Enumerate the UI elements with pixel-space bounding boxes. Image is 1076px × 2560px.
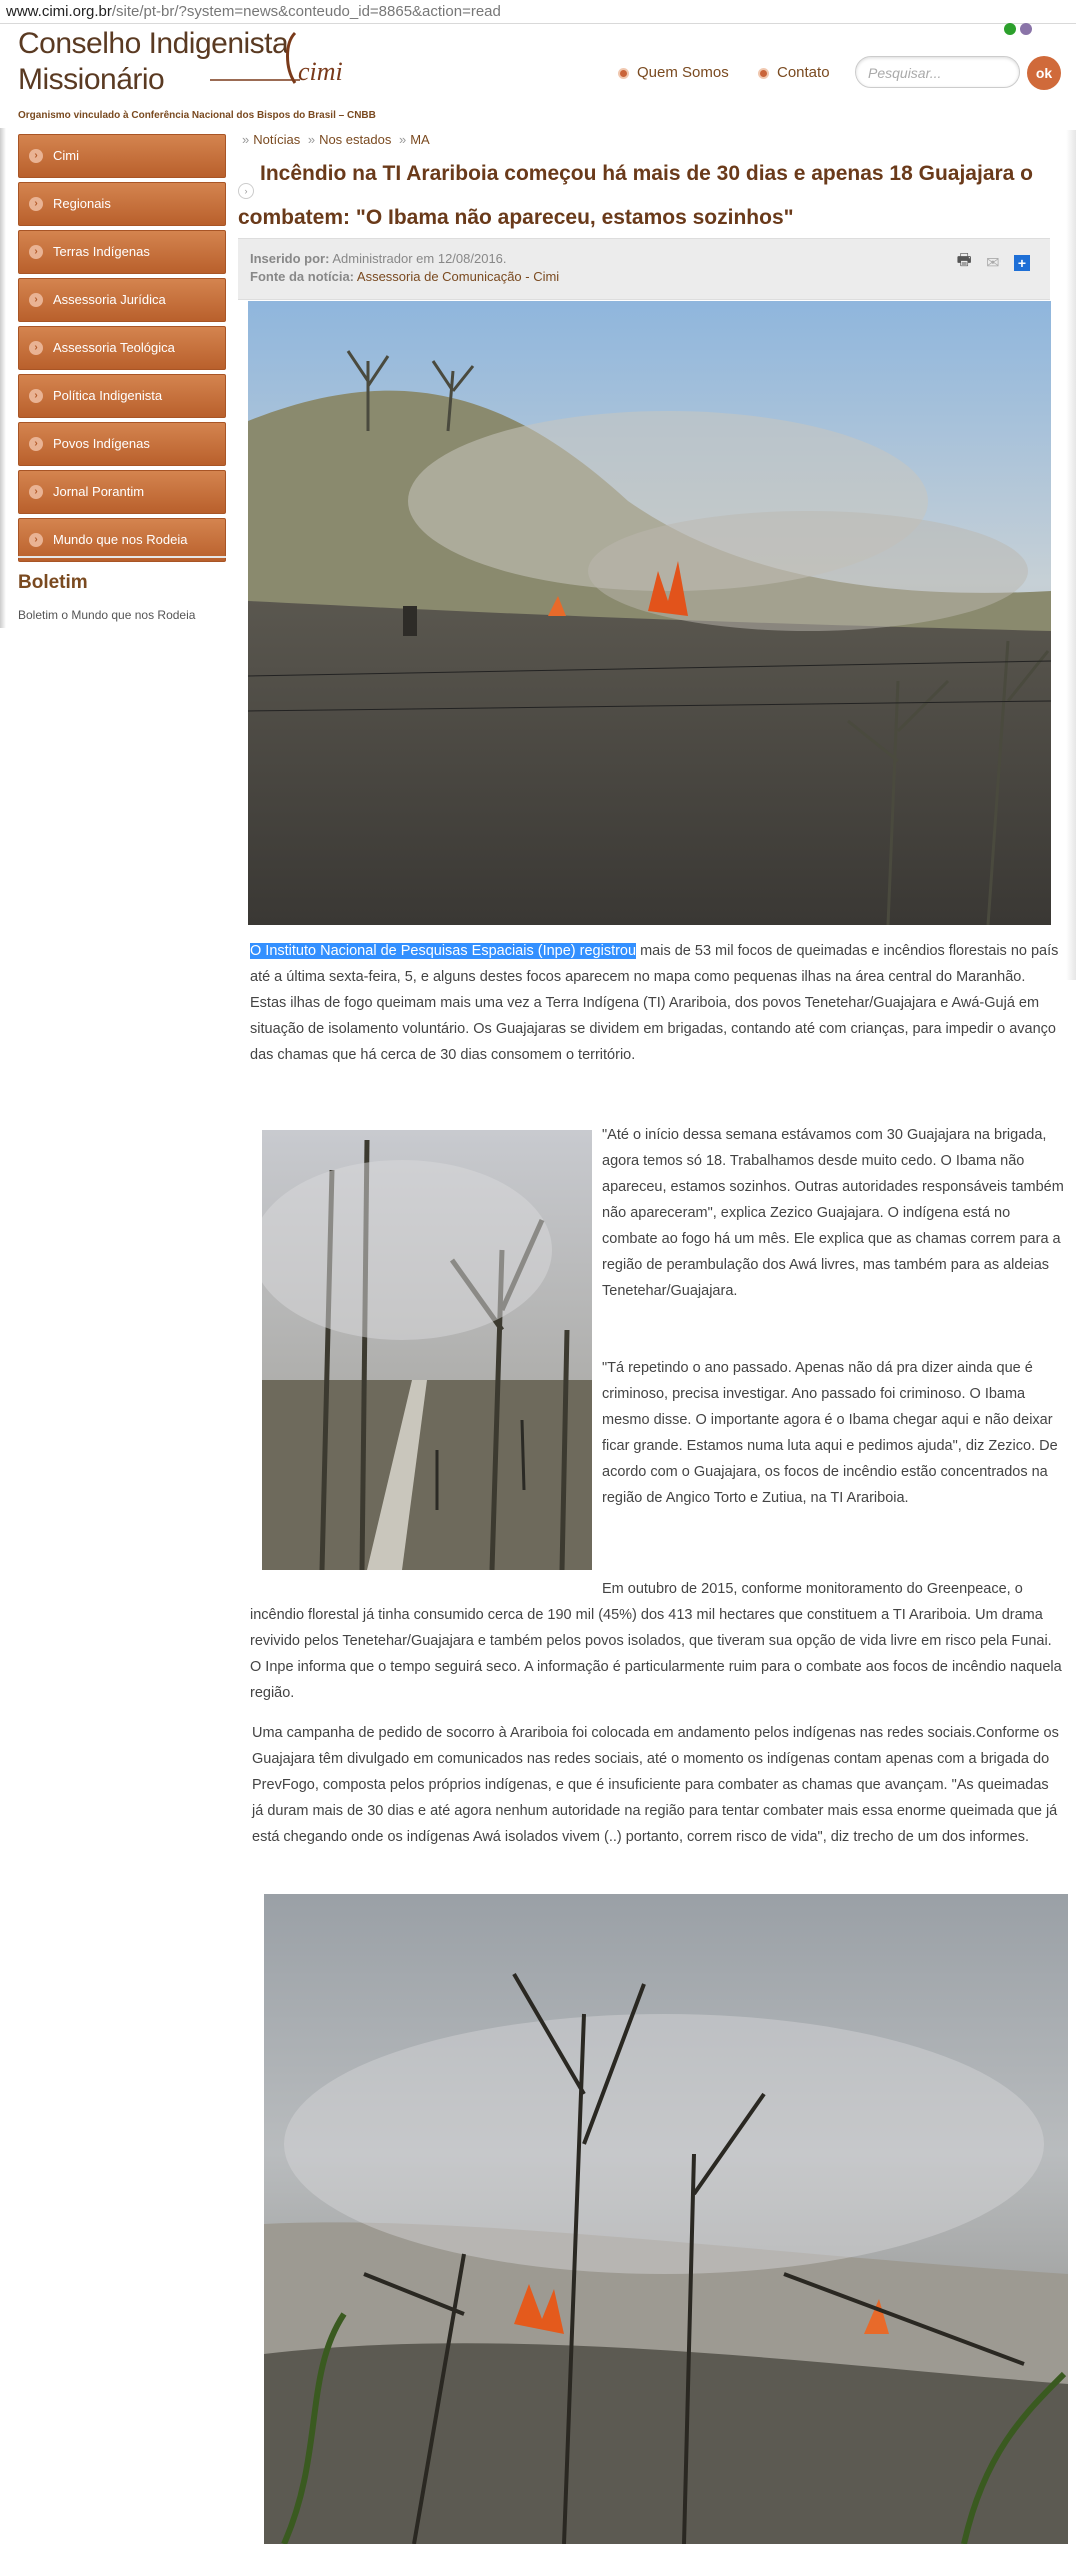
inserted-label: Inserido por:: [250, 251, 330, 266]
breadcrumb-noticias[interactable]: Notícias: [253, 132, 301, 147]
sidebar-item-label: Cimi: [53, 148, 79, 163]
article-paragraph-4: Em outubro de 2015, conforme monitoramento do Greenpeace, o incêndio florestal já tinha consumido cerca de 190 mil (45%) dos 413 mil hectares que constituem a TI Arariboia. Um drama revivido pelos Tenetehar/Guajajara e também pelos povos isolados, que tiveram sua opção de vida livre em risco pela Funai. O Inpe informa que o tempo seguirá seco. A informação é particularmente ruim para o combate aos focos de incêndio naquela região.: [250, 1581, 1062, 1701]
sidebar-item-label: Assessoria Jurídica: [53, 292, 166, 307]
browser-extension-icons: [1000, 22, 1032, 40]
source-value[interactable]: Assessoria de Comunicação - Cimi: [356, 269, 560, 284]
inserted-value: Administrador em 12/08/2016.: [332, 251, 507, 266]
cimi-logo[interactable]: [200, 28, 375, 108]
boletim-link[interactable]: Boletim o Mundo que nos Rodeia: [18, 608, 196, 622]
source-label: Fonte da notícia:: [250, 269, 354, 284]
chevron-right-icon: ›: [29, 485, 43, 499]
article-photo-hillside-fire: [248, 301, 1051, 925]
sidebar-item-label: Mundo que nos Rodeia: [53, 532, 188, 547]
sidebar-item-label: Terras Indígenas: [53, 244, 150, 259]
url-path: /site/pt-br/?system=news&conteudo_id=8865&action=read: [111, 3, 501, 20]
chevron-right-icon: ›: [29, 245, 43, 259]
highlighted-text: O Instituto Nacional de Pesquisas Espaciais (Inpe) registrou: [250, 943, 637, 959]
article-photo-burning-ground: [264, 1894, 1068, 2544]
sidebar-item-assessoria-teologica[interactable]: [18, 326, 226, 370]
sidebar-shadow: [0, 128, 6, 628]
site-tagline: Organismo vinculado à Conferência Nacional dos Bispos do Brasil – CNBB: [18, 110, 376, 121]
breadcrumb: » Notícias » Nos estados » MA: [242, 132, 430, 147]
sidebar-item-politica-indigenista[interactable]: [18, 374, 226, 418]
nav-label: Quem Somos: [637, 64, 729, 81]
sidebar-item-povos-indigenas[interactable]: [18, 422, 226, 466]
sidebar-item-jornal-porantim[interactable]: [18, 470, 226, 514]
paragraph-text: mais de 53 mil focos de queimadas e incêndios florestais no país até a última sexta-feira, 5, e alguns destes focos aparecem no mapa como pequenas ilhas na área central do Maranhão. Estas ilhas de fogo queimam mais uma vez a Terra Indígena (TI) Arariboia, dos povos Tenetehar/Guajajara e Awá-Gujá em situação de isolamento voluntário. Os Guajajaras se dividem em brigadas, contando até com crianças, para impedir o avanço das chamas que há cerca de 30 dias consomem o território.: [250, 943, 1059, 1063]
nav-quem-somos[interactable]: [618, 64, 729, 81]
article-photo-forest-path: [262, 1130, 592, 1570]
chevron-right-icon: ›: [29, 533, 43, 547]
sidebar-menu: [18, 134, 226, 566]
sidebar-divider: [18, 556, 226, 558]
sidebar-item-label: Povos Indígenas: [53, 436, 150, 451]
email-icon[interactable]: ✉: [986, 254, 1000, 272]
logo-text: cimi: [298, 57, 343, 86]
nav-contato[interactable]: [758, 64, 830, 81]
breadcrumb-ma[interactable]: MA: [410, 132, 430, 147]
search-button[interactable]: ok: [1027, 56, 1061, 90]
chevron-right-icon: ›: [29, 341, 43, 355]
article-paragraph-3: "Tá repetindo o ano passado. Apenas não dá pra dizer ainda que é criminoso, precisa investigar. Ano passado foi criminoso. O Ibama mesmo disse. O importante agora é o Ibama chegar aqui e não deixar ficar grande. Estamos numa luta aqui e pedimos ajuda", diz Zezico. De acordo com o Guajajara, os focos de incêndio estão concentrados na região de Angico Torto e Zutiua, na TI Arariboia.: [602, 1360, 1058, 1506]
sidebar-item-regionais[interactable]: [18, 182, 226, 226]
article-paragraph-5: Uma campanha de pedido de socorro à Arariboia foi colocada em andamento pelos indígenas nas redes sociais.Conforme os Guajajara têm divulgado em comunicados nas redes sociais, até o momento os indígenas contam apenas com a brigada do PrevFogo, composta pelos próprios indígenas, e que é insuficiente para combater as chamas que avançam. "As queimadas já duram mais de 30 dias e até agora nenhum autoridade na região para tentar combater mais essa enorme queimada que já está chegando onde os indígenas Awá isolados vivem (..) portanto, correm risco de vida", diz trecho de um dos informes.: [252, 1725, 1059, 1845]
article-meta: [238, 238, 1050, 300]
sidebar-item-label: Jornal Porantim: [53, 484, 145, 499]
sidebar-item-cimi[interactable]: [18, 134, 226, 178]
sidebar-item-assessoria-juridica[interactable]: [18, 278, 226, 322]
sidebar-item-label: Regionais: [53, 196, 111, 211]
print-icon[interactable]: 🖶: [956, 252, 972, 269]
bullet-icon: [618, 68, 629, 79]
share-plus-icon[interactable]: +: [1014, 255, 1030, 271]
bullet-icon: [758, 68, 769, 79]
article-paragraph-2: "Até o início dessa semana estávamos com 30 Guajajara na brigada, agora temos só 18. Trabalhamos desde muito cedo. O Ibama não apareceu, estamos sozinhos. Outras autoridades responsáveis também não apareceram", explica Zezico Guajajara. O indígena está no combate ao fogo há um mês. Ele explica que as chamas correm para a região de perambulação dos Awá livres, mas também para as aldeias Tenetehar/Guajajara.: [602, 1127, 1064, 1299]
site-name-line1: Conselho Indigenista: [18, 27, 289, 60]
search-input[interactable]: Pesquisar...: [855, 56, 1020, 88]
nav-label: Contato: [777, 64, 830, 81]
breadcrumb-nos-estados[interactable]: Nos estados: [319, 132, 392, 147]
chevron-right-icon: ›: [29, 437, 43, 451]
site-name-line2: Missionário: [18, 63, 165, 96]
url-domain: www.cimi.org.br: [6, 3, 112, 20]
boletim-heading: Boletim: [18, 572, 88, 593]
sidebar-item-label: Política Indigenista: [53, 388, 163, 403]
expand-icon[interactable]: ›: [238, 183, 254, 199]
chevron-right-icon: ›: [29, 293, 43, 307]
scrollbar[interactable]: [1066, 130, 1076, 980]
article-title: Incêndio na TI Arariboia começou há mais de 30 dias e apenas 18 Guajajara o combatem: "O Ibama não apareceu, estamos sozinhos": [238, 162, 1034, 229]
chevron-right-icon: ›: [29, 149, 43, 163]
address-bar[interactable]: [0, 0, 1076, 24]
sidebar-item-terras-indigenas[interactable]: [18, 230, 226, 274]
article-paragraph-1: [250, 938, 1062, 1068]
sidebar-item-label: Assessoria Teológica: [53, 340, 175, 355]
chevron-right-icon: ›: [29, 389, 43, 403]
chevron-right-icon: ›: [29, 197, 43, 211]
